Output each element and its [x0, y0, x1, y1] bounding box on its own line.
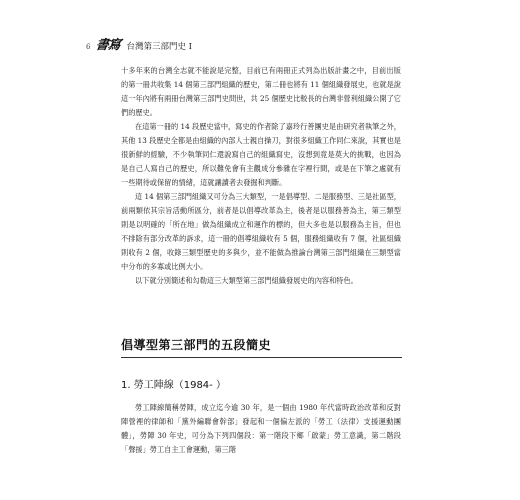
paragraph: 在這第一冊的 14 段歷史當中，寫史的作者除了嘉玲行善團史是由研究者執筆之外，其他 13 段歷史全都是由組織的內部人士親自操刀，對很多組織工作同仁來說，其實也是很新鮮的經驗，不少執筆同仁還說寫自己的組織寫史，沒想到竟是莫大的挑戰，也因為是自己人寫自己的歷史，所以難免會有主觀成分參雜在字裡行間，或是在下筆之處就有一些期待或保留的情緒，這就讓讀者去發掘和判斷。 — [121, 122, 401, 187]
paragraph: 這 14 個第三部門組織又可分為三大類型，一是倡導型、二是服務型、三是社區型，前兩類依其宗旨活動所區分，前者是以倡導改革為主，後者是以服務善為主，第三類型則是以明確的「所在地」做為組織成立和運作的標的，但大多也是以服務為主旨，但也不排除有部分改革的訴求，這一冊的倡導組織收有 5 個，服務組織收有 7 個，社區組織則收有 2 個，收錄三類型歷史的多與少，並不能做為推論台灣第三部門組織在三類型當中分布的多寡或比例大小。 — [121, 192, 401, 271]
paragraph: 以下就分別簡述和勾勒這三大類型第三部門組織發展史的內容和特色。 — [135, 276, 358, 285]
section-divider — [121, 357, 402, 358]
book-title: 台灣第三部門史 I — [126, 42, 193, 52]
subsection-heading: 1. 勞工陣線（1984- ） — [121, 380, 226, 391]
paragraph: 勞工陣線簡稱勞陣，成立迄今逾 30 年，是一個由 1980 年代當時政治改革和反對陣營裡的律師和「黨外編聯會幹部」發起和一個偏左派的「勞工（法律）支援運動團體」，勞陣 30 年史，可分為下列四個段：第一階段下鄉「啟蒙」勞工意識，第二階段「聲援」勞工自主工會運動，第三階 — [121, 403, 401, 454]
section-heading: 倡導型第三部門的五段簡史 — [121, 338, 272, 352]
running-header — [86, 34, 192, 53]
series-logo: 書寫 — [95, 38, 122, 53]
paragraph: 十多年來的台灣全志就不能說是完整，目前已有兩冊正式列為出版計畫之中，目前出版的第一冊共收集 14 個第三部門組織的歷史，第二冊也將有 11 個組織發展史，也就是說這一年內將有兩冊台灣第三部門史問世，共 25 個歷史比較長的台灣非營利組織公開了它們的歷史。 — [121, 66, 401, 117]
body-text — [121, 64, 401, 288]
page-number: 6 — [86, 43, 91, 51]
subsection-body — [121, 401, 401, 457]
